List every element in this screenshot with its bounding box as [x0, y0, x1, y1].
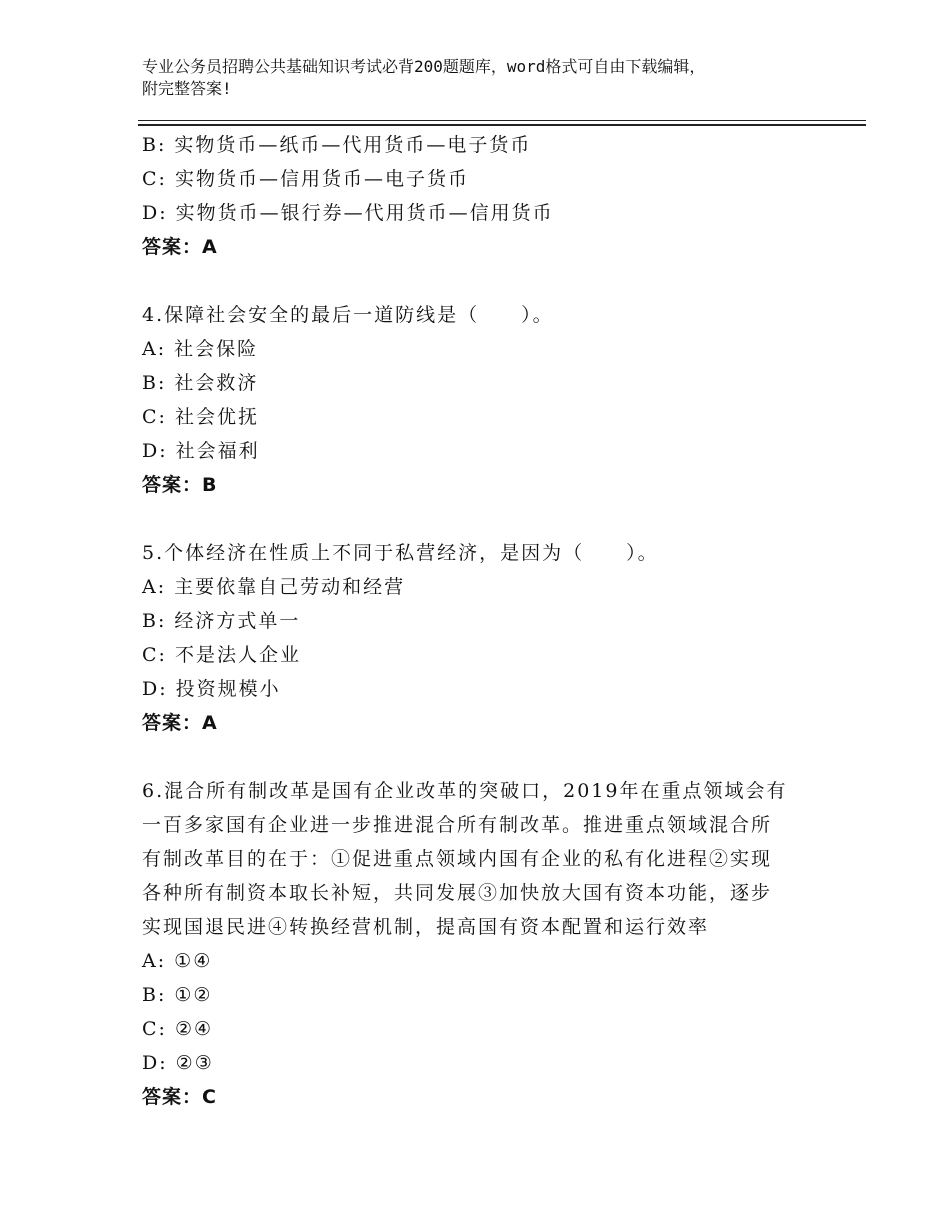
option-d: D: 社会福利	[142, 440, 260, 462]
question-6-line-5: 实现国退民进④转换经营机制，提高国有资本配置和运行效率	[142, 916, 710, 938]
answer-4: 答案：B	[142, 474, 218, 496]
answer-6: 答案：C	[142, 1086, 217, 1108]
option-b: B: 经济方式单一	[142, 610, 301, 632]
header-rule-thin	[138, 120, 866, 121]
question-6-line-4: 各种所有制资本取长补短，共同发展③加快放大国有资本功能，逐步	[142, 882, 773, 904]
question-4-text: 4.保障社会安全的最后一道防线是（ ）。	[142, 304, 554, 326]
header-line-2: 附完整答案!	[142, 79, 232, 98]
option-c: C: 社会优抚	[142, 406, 259, 428]
option-a: A: ①④	[142, 950, 213, 972]
question-6-line-3: 有制改革目的在于：①促进重点领域内国有企业的私有化进程②实现	[142, 848, 773, 870]
option-c: C: 不是法人企业	[142, 644, 301, 666]
question-5-text: 5.个体经济在性质上不同于私营经济，是因为（ ）。	[142, 542, 659, 564]
document-header	[142, 56, 822, 100]
option-d: D: 投资规模小	[142, 678, 281, 700]
option-a: A: 社会保险	[142, 338, 259, 360]
question-list	[142, 128, 822, 1114]
option-c: C: ②④	[142, 1018, 214, 1040]
option-b: B: ①②	[142, 984, 213, 1006]
option-c: C: 实物货币—信用货币—电子货币	[142, 168, 469, 190]
option-b: B: 社会救济	[142, 372, 259, 394]
header-line-1: 专业公务员招聘公共基础知识考试必背200题题库，word格式可自由下载编辑，	[142, 57, 706, 76]
option-b: B: 实物货币—纸币—代用货币—电子货币	[142, 134, 532, 156]
answer-5: 答案：A	[142, 712, 218, 734]
question-5	[142, 536, 822, 740]
option-a: A: 主要依靠自己劳动和经营	[142, 576, 406, 598]
question-6-line-2: 一百多家国有企业进一步推进混合所有制改革。推进重点领域混合所	[142, 814, 773, 836]
question-4	[142, 298, 822, 502]
header-rule-thick	[138, 124, 866, 126]
answer-3: 答案：A	[142, 236, 218, 258]
question-6	[142, 774, 822, 1114]
question-6-line-1: 6.混合所有制改革是国有企业改革的突破口，2019年在重点领域会有	[142, 780, 788, 802]
option-d: D: ②③	[142, 1052, 214, 1074]
question-3	[142, 128, 822, 264]
option-d: D: 实物货币—银行券—代用货币—信用货币	[142, 202, 554, 224]
